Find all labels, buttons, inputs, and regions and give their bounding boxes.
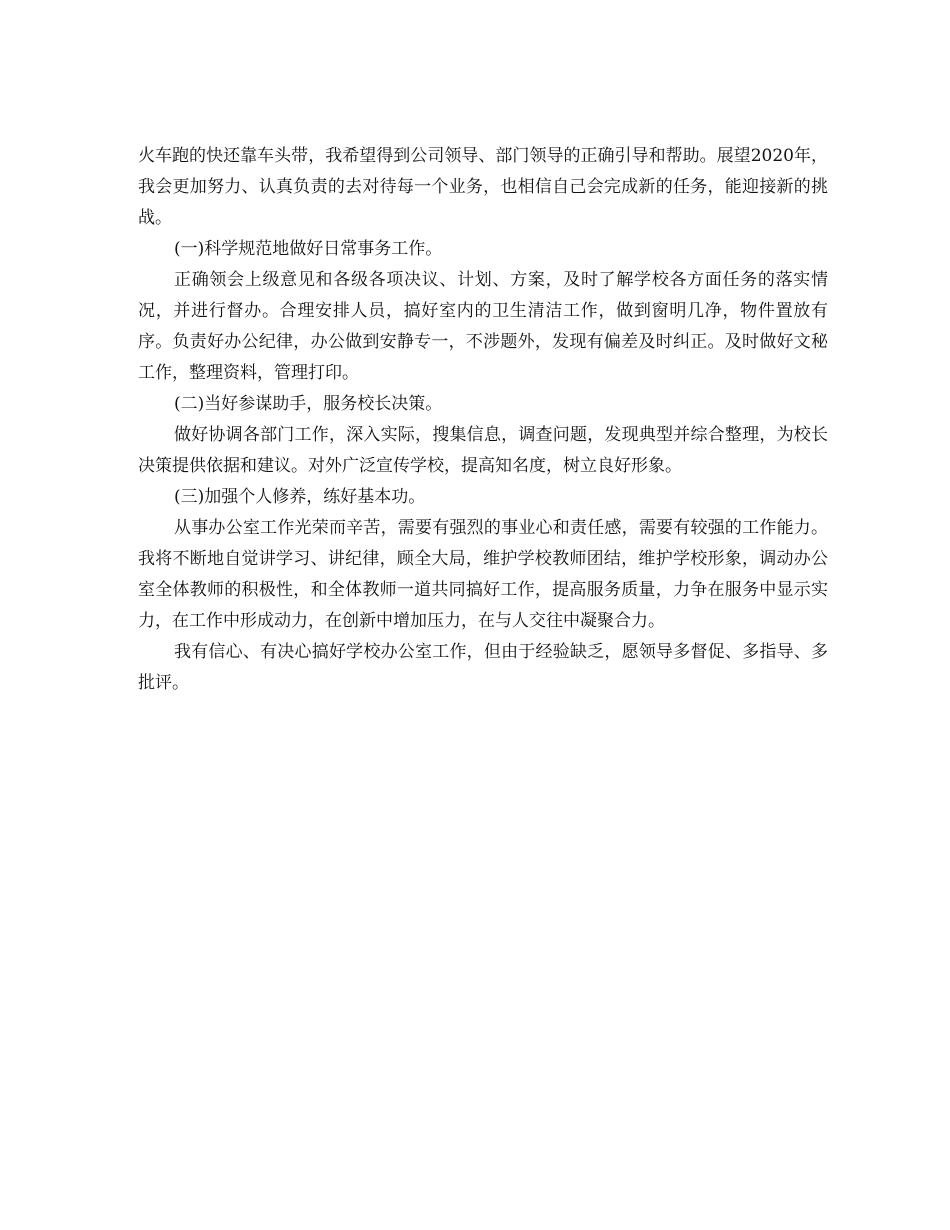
paragraph-closing: 我有信心、有决心搞好学校办公室工作，但由于经验缺乏，愿领导多督促、多指导、多批评。 [138,642,828,693]
paragraph-advisor: 做好协调各部门工作，深入实际，搜集信息，调查问题，发现典型并综合整理，为校长决策提供依据和建议。对外广泛宣传学校，提高知名度，树立良好形象。 [138,425,828,476]
section-heading-2: (二)当好参谋助手，服务校长决策。 [174,394,443,414]
paragraph-self-cultivation: 从事办公室工作光荣而辛苦，需要有强烈的事业心和责任感，需要有较强的工作能力。我将不断地自觉讲学习、讲纪律，顾全大局，维护学校教师团结，维护学校形象，调动办公室全体教师的积极性，和全体教师一道共同搞好工作，提高服务质量，力争在服务中显示实力，在工作中形成动力，在创新中增加压力，在与人交往中凝聚合力。 [138,518,828,631]
paragraph-daily-affairs: 正确领会上级意见和各级各项决议、计划、方案，及时了解学校各方面任务的落实情况，并进行督办。合理安排人员，搞好室内的卫生清洁工作，做到窗明几净，物件置放有序。负责好办公纪律，办公做到安静专一，不涉题外，发现有偏差及时纠正。及时做好文秘工作，整理资料，管理打印。 [138,270,828,383]
section-heading-1: (一)科学规范地做好日常事务工作。 [174,239,443,259]
paragraph-continuation: 火车跑的快还靠车头带，我希望得到公司领导、部门领导的正确引导和帮助。展望2020年，我会更加努力、认真负责的去对待每一个业务，也相信自己会完成新的任务，能迎接新的挑战。 [138,146,828,228]
document-body [138,141,828,699]
section-heading-3: (三)加强个人修养，练好基本功。 [174,487,426,507]
